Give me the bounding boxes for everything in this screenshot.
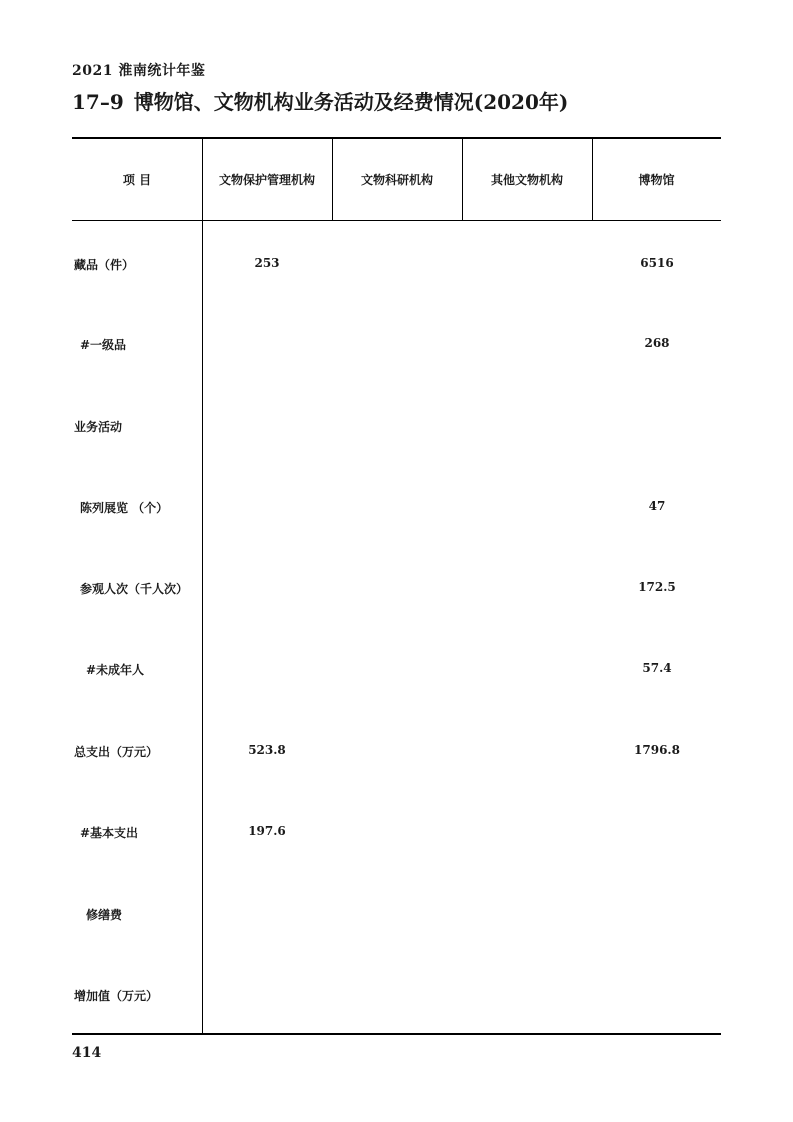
table-header-row [72,139,721,221]
row-label-basic-expenditure: #基本支出 [80,826,139,840]
column-divider [202,139,203,1035]
column-divider [462,139,463,220]
row-label-grade-one: #一级品 [80,338,127,352]
header-heritage-protection: 文物保护管理机构 [218,172,315,187]
cell-minors-museum: 57.4 [642,661,672,675]
cell-visitors-museum: 172.5 [638,580,676,594]
row-label-value-added: 增加值（万元） [74,989,159,1003]
header-item: 项 目 [122,172,152,187]
cell-expenditure-protection: 523.8 [248,743,286,757]
cell-exhibitions-museum: 47 [648,499,666,513]
header-heritage-research: 文物科研机构 [360,172,433,187]
column-divider [592,139,593,220]
page-number: 414 [72,1045,102,1061]
row-label-minors: #未成年人 [86,663,145,677]
cell-grade-one-museum: 268 [644,336,670,350]
row-label-visitors: 参观人次（千人次） [80,582,189,596]
row-label-total-expenditure: 总支出（万元） [74,745,159,759]
row-label-collections: 藏品（件） [74,258,135,272]
header-other-heritage: 其他文物机构 [490,172,563,187]
statistics-table [72,137,721,1035]
row-label-exhibitions: 陈列展览 （个） [80,501,169,515]
cell-expenditure-museum: 1796.8 [634,743,680,757]
column-divider [332,139,333,220]
section-title [72,86,568,115]
row-label-business-activities: 业务活动 [74,420,123,434]
cell-collections-protection: 253 [254,256,280,270]
cell-basic-expenditure-protection: 197.6 [248,824,286,838]
section-title-text: 博物馆、文物机构业务活动及经费情况(2020年) [133,90,569,114]
cell-collections-museum: 6516 [640,256,674,270]
row-label-repair-cost: 修缮费 [86,908,123,922]
section-number: 17–9 [72,90,124,114]
yearbook-title: 2021 淮南统计年鉴 [72,63,206,79]
header-museum: 博物馆 [638,172,675,187]
